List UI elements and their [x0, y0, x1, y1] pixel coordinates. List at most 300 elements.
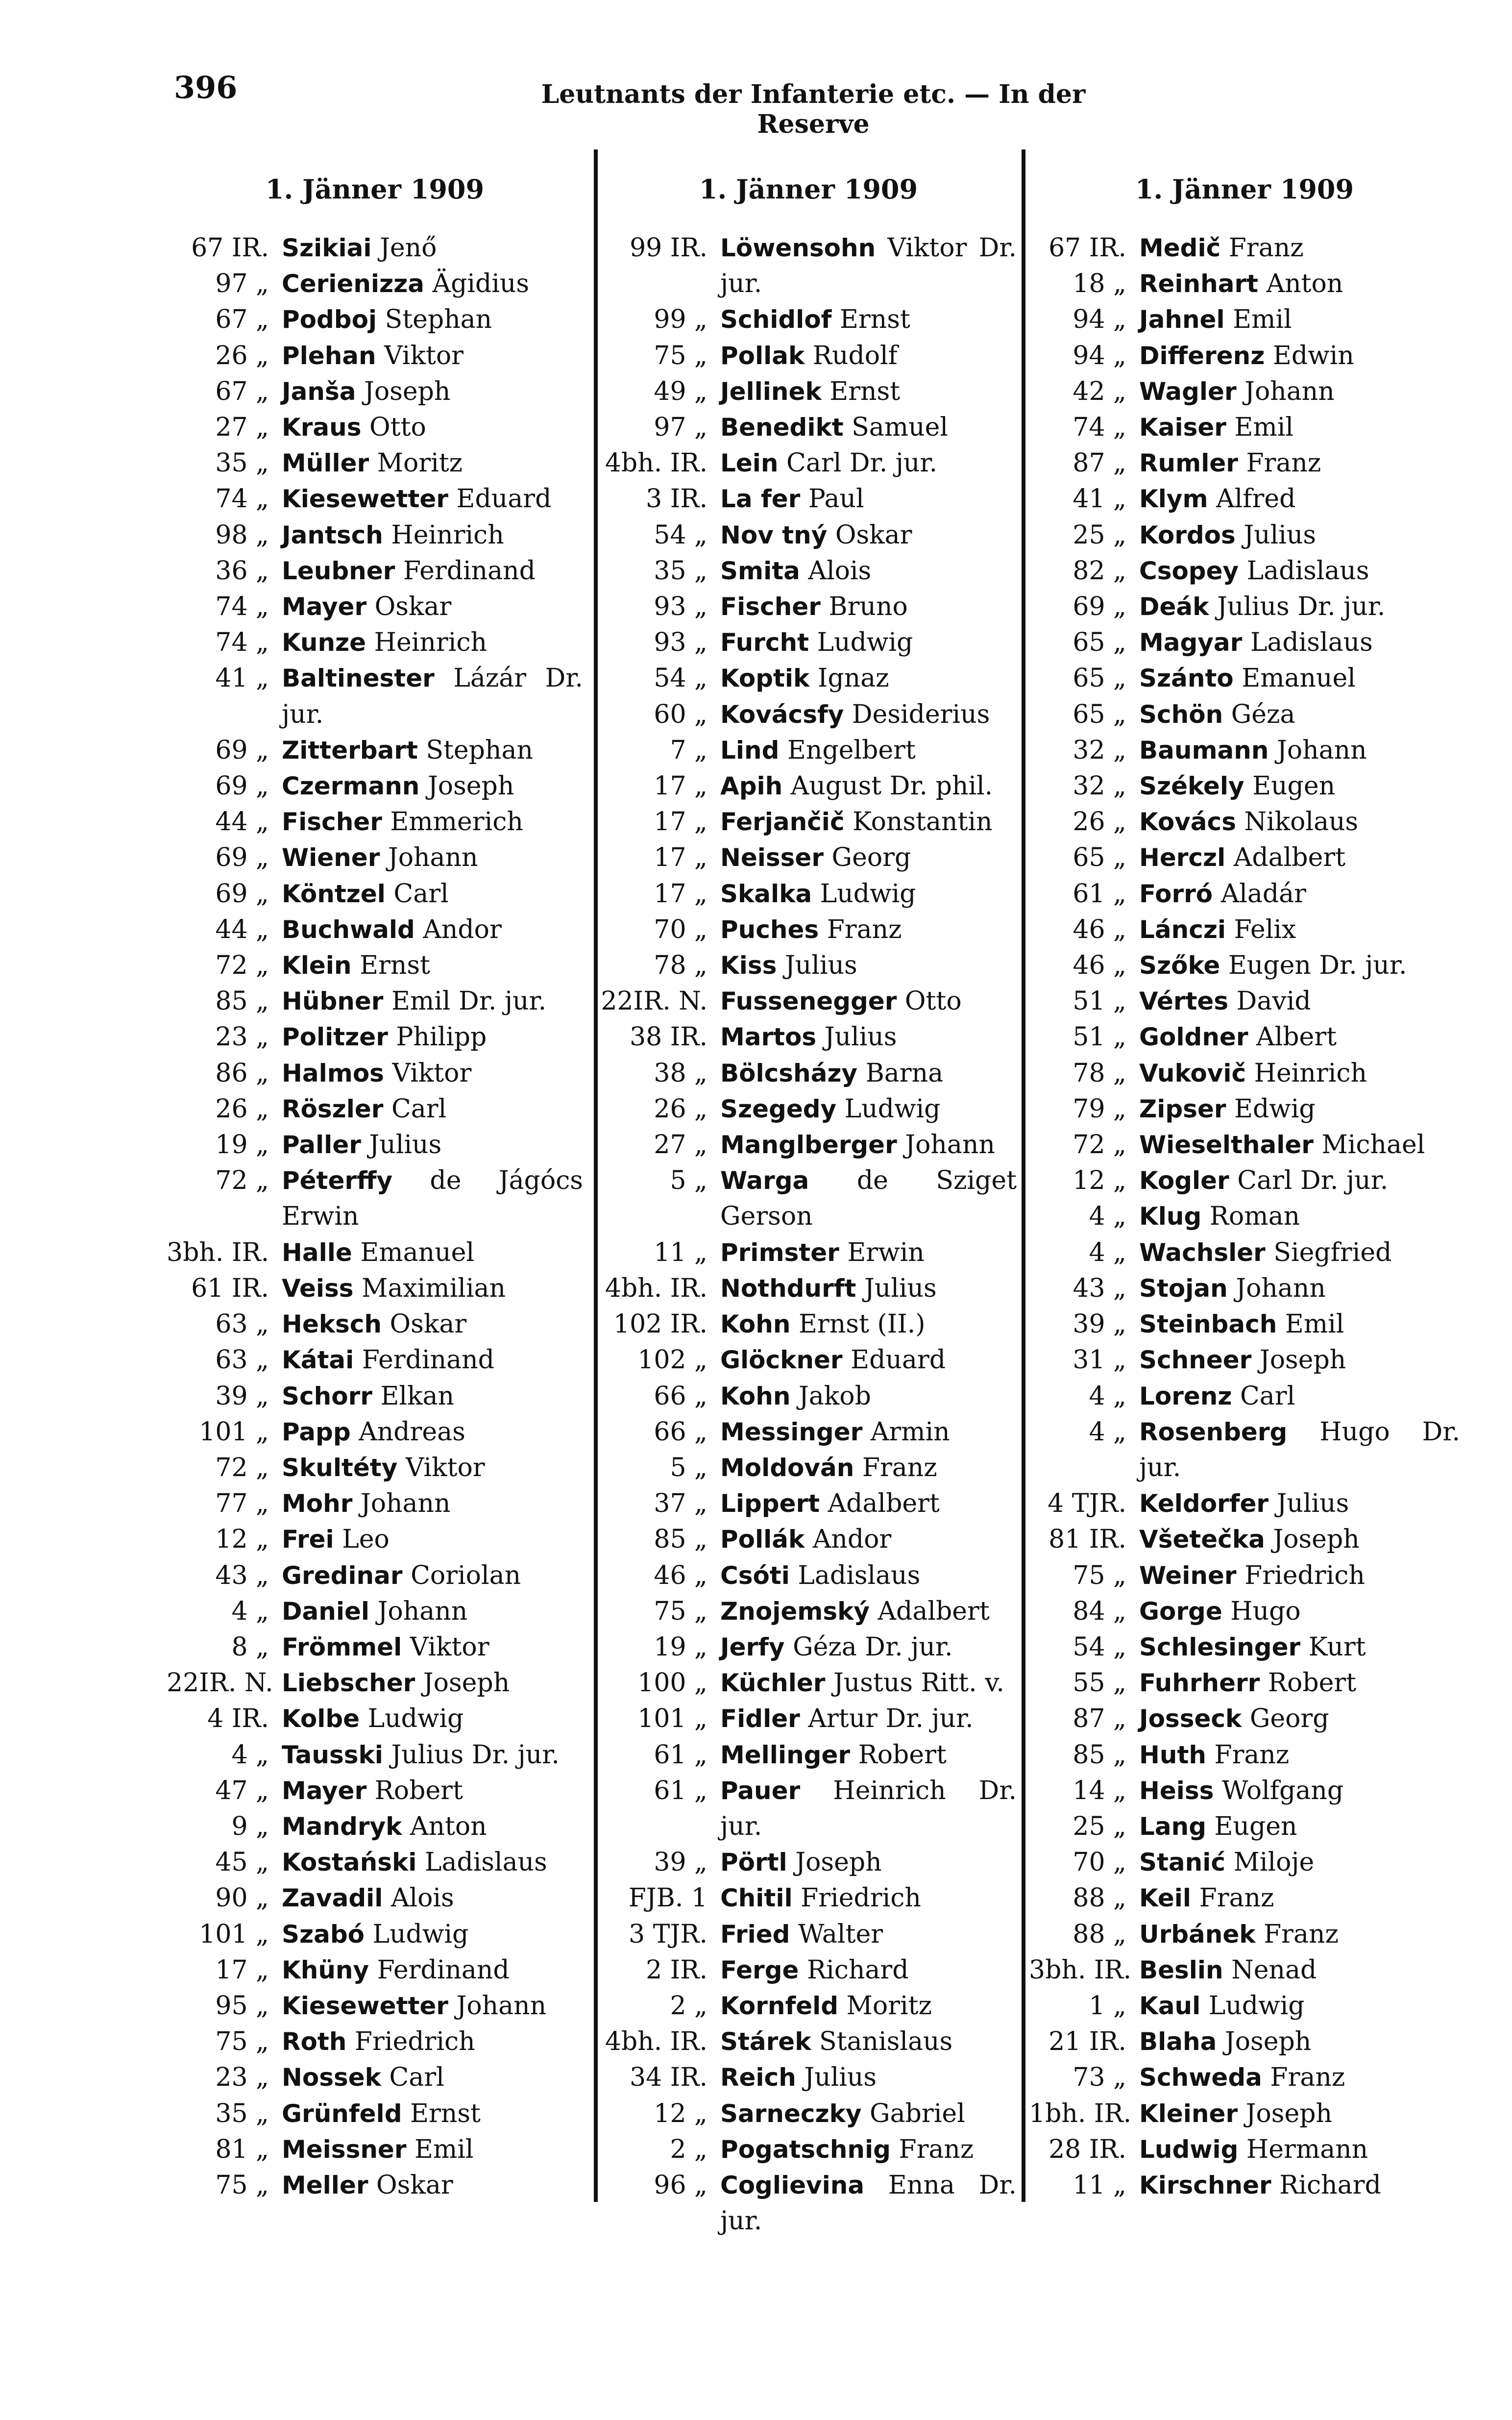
entry-name [1139, 768, 1460, 804]
entry-given-name: Oskar [376, 2170, 453, 2200]
entry-name [1139, 1630, 1460, 1665]
entry-name [720, 374, 1017, 410]
entry-unit: 4 „ [231, 1596, 269, 1626]
entry-unit: 61 IR. [191, 1273, 269, 1303]
entry-unit: 3 TJR. [629, 1919, 707, 1949]
entry-name [1139, 1594, 1460, 1630]
entry-unit: 28 IR. [1049, 2134, 1126, 2164]
entry-name [1139, 445, 1460, 481]
entry-surname: Küchler [720, 1669, 826, 1698]
entry-given-name: Nenad [1231, 1955, 1317, 1985]
entry-unit: 12 „ [1073, 1166, 1126, 1196]
roster-entry [167, 1056, 583, 1091]
roster-entry [167, 1773, 583, 1809]
entry-surname: Glöckner [720, 1346, 843, 1375]
entry-given-name: Stephan [385, 305, 492, 335]
entry-name [720, 2168, 1017, 2239]
entry-name [282, 948, 583, 984]
entry-given-name: Friedrich [1244, 1560, 1365, 1590]
entry-unit: 74 „ [215, 592, 269, 622]
entry-surname: Martos [720, 1023, 817, 1052]
entry-name [282, 553, 583, 589]
entry-name [282, 1917, 583, 1952]
entry-name [1139, 625, 1460, 661]
roster-entry [1029, 1271, 1460, 1307]
entry-unit: 4 „ [231, 1740, 269, 1770]
roster-entry [600, 302, 1017, 338]
entry-given-name: Emanuel [1242, 664, 1356, 693]
entry-given-name: Viktor [384, 341, 464, 370]
entry-name [282, 1988, 583, 2024]
entry-given-name: Ladislaus [424, 1848, 547, 1877]
entry-given-name: Gabriel [870, 2099, 965, 2128]
roster-entry [600, 697, 1017, 733]
entry-surname: Gorge [1139, 1597, 1222, 1626]
entry-surname: Forró [1139, 879, 1213, 908]
entry-surname: Koptik [720, 664, 810, 693]
entry-name [720, 2096, 1017, 2132]
entry-given-name: Julius [784, 951, 857, 981]
entry-name [1139, 1271, 1460, 1307]
roster-entry [1029, 912, 1460, 948]
roster-entry [167, 1809, 583, 1845]
entry-given-name: Carl [389, 2063, 444, 2093]
entry-surname: Pörtl [720, 1848, 787, 1877]
entry-surname: Szőke [1139, 951, 1220, 980]
entry-surname: Klym [1139, 485, 1208, 514]
running-head: Leutnants der Infanterie etc. — In der Reserve [541, 79, 1086, 139]
roster-entry [167, 1414, 583, 1450]
entry-surname: Warga [720, 1166, 809, 1195]
entry-given-name: Andor [423, 914, 502, 944]
entry-surname: Wachsler [1139, 1238, 1266, 1267]
roster-entry [600, 589, 1017, 625]
entry-unit: 74 „ [215, 628, 269, 658]
entry-given-name: Ludwig [844, 1094, 941, 1124]
roster-entry [1029, 1988, 1460, 2024]
roster-entry [600, 445, 1017, 481]
entry-given-name: Oskar [835, 520, 912, 550]
entry-unit: 26 „ [215, 341, 269, 370]
entry-unit: 72 „ [215, 951, 269, 981]
entry-unit: 4 IR. [207, 1704, 269, 1734]
entry-given-name: de Jágócs Erwin [282, 1166, 583, 1232]
entry-surname: Kovács [1139, 808, 1236, 837]
entry-given-name: Joseph [1224, 2027, 1312, 2057]
entry-unit: 17 „ [654, 771, 707, 801]
entry-given-name: Carl [391, 1094, 447, 1124]
entry-unit: 38 IR. [630, 1022, 707, 1052]
roster-entry [600, 1880, 1017, 1916]
roster-entry [167, 1988, 583, 2024]
entry-given-name: Robert [374, 1776, 463, 1805]
entry-surname: Schorr [282, 1382, 372, 1410]
entry-name [282, 661, 583, 732]
entry-name [282, 1486, 583, 1522]
roster-entry [1029, 948, 1460, 984]
entry-given-name: Johann [377, 1596, 468, 1626]
entry-surname: Leubner [282, 556, 395, 585]
entry-given-name: Hermann [1246, 2134, 1368, 2164]
entry-surname: Baltinester [282, 664, 435, 693]
entry-unit: 75 „ [1073, 1560, 1126, 1590]
roster-entry [600, 948, 1017, 984]
entry-given-name: Ferdinand [362, 1345, 494, 1375]
entry-unit: 17 „ [215, 1955, 269, 1985]
entry-given-name: Viktor [410, 1632, 489, 1662]
entry-given-name: Nikolaus [1244, 807, 1359, 837]
roster-entry [600, 1701, 1017, 1737]
entry-unit: 101 „ [199, 1919, 269, 1949]
roster-entry [167, 302, 583, 338]
entry-surname: Pollák [720, 1525, 805, 1554]
entry-given-name: Elkan [380, 1381, 455, 1411]
entry-unit: 47 „ [215, 1776, 269, 1805]
entry-name [282, 302, 583, 338]
entry-unit: 34 IR. [630, 2063, 707, 2093]
entry-name [282, 266, 583, 302]
entry-surname: Wiener [282, 843, 380, 872]
entry-name [282, 518, 583, 553]
entry-given-name: Franz [1214, 1740, 1290, 1770]
entry-name [1139, 481, 1460, 517]
entry-name [282, 410, 583, 445]
entry-unit: 46 „ [654, 1560, 707, 1590]
entry-name [720, 1773, 1017, 1845]
entry-surname: Kordos [1139, 520, 1236, 549]
entry-surname: Schweda [1139, 2063, 1262, 2092]
entry-surname: Csopey [1139, 556, 1239, 585]
roster-entry [167, 912, 583, 948]
entry-given-name: Bruno [829, 592, 908, 622]
entry-given-name: Ferdinand [377, 1955, 510, 1985]
entry-surname: Kleiner [1139, 2099, 1238, 2128]
roster-entry [1029, 768, 1460, 804]
entry-unit: 60 „ [654, 699, 707, 729]
roster-entry [600, 2168, 1017, 2239]
entry-unit: 72 „ [1073, 1130, 1126, 1160]
roster-entry [1029, 1486, 1460, 1522]
roster-entry [167, 2132, 583, 2168]
entry-surname: Smita [720, 556, 800, 585]
entry-unit: 101 „ [199, 1417, 269, 1447]
entry-given-name: Hugo Dr. jur. [1139, 1417, 1461, 1482]
roster-entry [1029, 1414, 1460, 1486]
entry-unit: 93 „ [654, 628, 707, 658]
entry-name [1139, 1091, 1460, 1127]
entry-unit: 69 „ [215, 735, 269, 765]
entry-unit: 4 „ [1089, 1202, 1126, 1232]
entry-unit: 39 „ [1073, 1309, 1126, 1339]
entry-given-name: Moritz [377, 448, 463, 478]
entry-unit: 54 „ [654, 664, 707, 693]
entry-surname: Jantsch [282, 520, 383, 549]
roster-entry [1029, 1880, 1460, 1916]
entry-unit: 26 „ [654, 1094, 707, 1124]
entry-name [1139, 1414, 1460, 1486]
entry-given-name: Albert [1256, 1022, 1337, 1052]
entry-unit: 85 „ [654, 1525, 707, 1555]
entry-surname: Kohn [720, 1382, 791, 1410]
entry-list [167, 230, 583, 2203]
entry-name [282, 1091, 583, 1127]
entry-name [282, 1379, 583, 1414]
roster-entry [1029, 1737, 1460, 1773]
entry-unit: 27 „ [654, 1130, 707, 1160]
entry-name [720, 1486, 1017, 1522]
entry-name [282, 1665, 583, 1701]
entry-surname: Vértes [1139, 987, 1229, 1016]
entry-unit: 69 „ [215, 879, 269, 909]
entry-given-name: Adalbert [878, 1596, 990, 1626]
entry-given-name: Emanuel [360, 1237, 474, 1267]
column-2 [600, 172, 1017, 2239]
entry-name [720, 481, 1017, 517]
entry-surname: Heksch [282, 1310, 382, 1339]
entry-surname: Mohr [282, 1489, 353, 1518]
entry-given-name: Carl [393, 879, 449, 909]
entry-given-name: August Dr. phil. [790, 771, 993, 801]
roster-entry [600, 374, 1017, 410]
entry-unit: 67 IR. [191, 233, 269, 263]
roster-entry [600, 338, 1017, 374]
entry-name [1139, 2024, 1460, 2060]
entry-given-name: Franz [862, 1453, 937, 1482]
entry-unit: 1 „ [1089, 1991, 1126, 2021]
entry-name [282, 2096, 583, 2132]
roster-entry [600, 804, 1017, 840]
entry-surname: Moldován [720, 1453, 854, 1482]
entry-given-name: Carl Dr. jur. [1237, 1166, 1389, 1196]
entry-unit: 88 „ [1073, 1919, 1126, 1949]
roster-entry [600, 1019, 1017, 1055]
column-1 [167, 172, 583, 2203]
entry-given-name: Siegfried [1273, 1237, 1392, 1267]
roster-entry [1029, 445, 1460, 481]
entry-surname: Khüny [282, 1955, 369, 1984]
page-number: 396 [174, 70, 238, 105]
roster-entry [167, 1701, 583, 1737]
entry-name [282, 1845, 583, 1880]
entry-name [282, 1880, 583, 1916]
entry-given-name: Adalbert [1233, 843, 1346, 873]
entry-given-name: Ladislaus [798, 1560, 921, 1590]
entry-surname: Fidler [720, 1704, 800, 1733]
roster-entry [167, 768, 583, 804]
entry-given-name: Robert [858, 1740, 947, 1770]
entry-given-name: Justus Ritt. v. [833, 1668, 1004, 1698]
roster-entry [167, 518, 583, 553]
entry-name [1139, 1665, 1460, 1701]
entry-name [282, 1019, 583, 1055]
entry-surname: Neisser [720, 843, 824, 872]
entry-surname: Mayer [282, 1776, 367, 1805]
entry-surname: Müller [282, 449, 369, 478]
entry-unit: 36 „ [215, 556, 269, 586]
entry-given-name: Ludwig [367, 1704, 464, 1734]
entry-unit: 69 „ [1073, 592, 1126, 622]
roster-entry [600, 1665, 1017, 1701]
roster-entry [167, 625, 583, 661]
entry-unit: 35 „ [215, 448, 269, 478]
entry-unit: 42 „ [1073, 376, 1126, 406]
entry-name [1139, 661, 1460, 696]
entry-given-name: Moritz [846, 1991, 932, 2021]
entry-unit: 81 „ [215, 2134, 269, 2164]
entry-surname: Jahnel [1139, 305, 1225, 334]
entry-unit: 17 „ [654, 879, 707, 909]
entry-unit: 63 „ [215, 1309, 269, 1339]
entry-given-name: Emmerich [390, 807, 523, 837]
entry-given-name: Julius [1276, 1489, 1349, 1519]
entry-given-name: Ernst [360, 951, 430, 981]
entry-given-name: Johann [456, 1991, 547, 2021]
entry-surname: Mellinger [720, 1740, 851, 1769]
entry-name [1139, 1307, 1460, 1342]
entry-surname: Deák [1139, 593, 1209, 621]
entry-unit: 46 „ [1073, 914, 1126, 944]
entry-name [1139, 374, 1460, 410]
entry-unit: 35 „ [215, 2099, 269, 2128]
roster-entry [600, 1235, 1017, 1271]
entry-given-name: Stanislaus [819, 2027, 953, 2057]
roster-entry [600, 625, 1017, 661]
roster-entry [167, 338, 583, 374]
entry-name [1139, 1127, 1460, 1163]
entry-name [282, 984, 583, 1019]
roster-entry [1029, 1163, 1460, 1199]
entry-unit: 87 „ [1073, 1704, 1126, 1734]
roster-entry [167, 733, 583, 768]
entry-surname: Lein [720, 449, 779, 478]
roster-entry [167, 1594, 583, 1630]
roster-entry [600, 2024, 1017, 2060]
entry-given-name: Konstantin [853, 807, 993, 837]
entry-name [282, 230, 583, 266]
entry-surname: Urbánek [1139, 1920, 1256, 1949]
entry-given-name: Alois [390, 1883, 454, 1913]
entry-surname: Apih [720, 772, 783, 801]
roster-entry [1029, 1665, 1460, 1701]
entry-unit: 11 „ [654, 1237, 707, 1267]
entry-unit: 1bh. IR. [1029, 2099, 1132, 2128]
entry-given-name: Walter [798, 1919, 883, 1949]
entry-name [282, 1594, 583, 1630]
entry-name [1139, 1199, 1460, 1235]
roster-entry [1029, 1127, 1460, 1163]
entry-unit: 12 „ [215, 1525, 269, 1555]
roster-entry [167, 661, 583, 732]
roster-entry [600, 1917, 1017, 1952]
entry-surname: Kolbe [282, 1704, 360, 1733]
entry-surname: Schneer [1139, 1346, 1252, 1375]
roster-entry [167, 1630, 583, 1665]
entry-unit: 61 „ [654, 1776, 707, 1805]
entry-unit: 65 „ [1073, 628, 1126, 658]
entry-name [720, 733, 1017, 768]
entry-name [720, 518, 1017, 553]
entry-name [1139, 266, 1460, 302]
entry-unit: 85 „ [215, 987, 269, 1016]
entry-given-name: Otto [369, 413, 426, 443]
entry-given-name: Julius Dr. jur. [391, 1740, 560, 1770]
entry-name [1139, 697, 1460, 733]
entry-unit: 51 „ [1073, 987, 1126, 1016]
entry-given-name: Desiderius [852, 699, 990, 729]
entry-surname: Manglberger [720, 1131, 897, 1160]
entry-given-name: Johann [1236, 1273, 1326, 1303]
roster-entry [600, 2060, 1017, 2096]
entry-name [720, 1019, 1017, 1055]
entry-given-name: Hugo [1230, 1596, 1301, 1626]
entry-name [1139, 840, 1460, 876]
entry-given-name: Anton [1266, 269, 1343, 299]
entry-surname: Szikiai [282, 234, 372, 262]
column-heading: 1. Jänner 1909 [699, 173, 918, 205]
roster-entry [1029, 1952, 1460, 1988]
roster-entry [167, 266, 583, 302]
entry-unit: 90 „ [215, 1883, 269, 1913]
entry-name [282, 1235, 583, 1271]
entry-name [720, 661, 1017, 696]
entry-name [1139, 1952, 1460, 1988]
entry-unit: 51 „ [1073, 1022, 1126, 1052]
entry-given-name: Ernst [410, 2099, 481, 2128]
entry-surname: Rosenberg [1139, 1417, 1288, 1446]
entry-given-name: Eugen [1252, 771, 1336, 801]
entry-name [720, 1880, 1017, 1916]
entry-unit: 78 „ [1073, 1058, 1126, 1088]
entry-name [1139, 912, 1460, 948]
entry-surname: Székely [1139, 772, 1244, 801]
entry-name [1139, 2060, 1460, 2096]
entry-name [1139, 589, 1460, 625]
entry-surname: Zitterbart [282, 736, 418, 765]
entry-surname: Pauer [720, 1776, 801, 1805]
entry-surname: Bölcsházy [720, 1059, 858, 1087]
entry-given-name: Franz [899, 2134, 974, 2164]
roster-entry [600, 1558, 1017, 1594]
entry-surname: Fried [720, 1920, 790, 1949]
entry-name [720, 1235, 1017, 1271]
roster-entry [600, 1522, 1017, 1557]
entry-surname: Všetečka [1139, 1525, 1265, 1554]
roster-entry [167, 589, 583, 625]
entry-surname: Lorenz [1139, 1382, 1232, 1410]
entry-unit: 67 „ [215, 305, 269, 335]
entry-surname: Szegedy [720, 1094, 837, 1123]
entry-surname: Steinbach [1139, 1310, 1277, 1339]
roster-entry [1029, 1630, 1460, 1665]
entry-name [1139, 1988, 1460, 2024]
entry-surname: Schön [1139, 700, 1223, 729]
entry-given-name: Ernst [839, 305, 910, 335]
entry-given-name: Jakob [798, 1381, 871, 1411]
entry-surname: Stanić [1139, 1848, 1226, 1877]
entry-name [720, 1450, 1017, 1486]
entry-name [720, 912, 1017, 948]
entry-unit: 65 „ [1073, 664, 1126, 693]
entry-given-name: Ägidius [432, 269, 530, 299]
entry-given-name: Miloje [1233, 1848, 1315, 1877]
entry-unit: 69 „ [215, 771, 269, 801]
entry-surname: Reich [720, 2063, 796, 2092]
roster-entry [1029, 733, 1460, 768]
entry-unit: 3bh. IR. [167, 1237, 269, 1267]
roster-entry [1029, 840, 1460, 876]
entry-name [282, 1558, 583, 1594]
entry-surname: Beslin [1139, 1955, 1223, 1984]
